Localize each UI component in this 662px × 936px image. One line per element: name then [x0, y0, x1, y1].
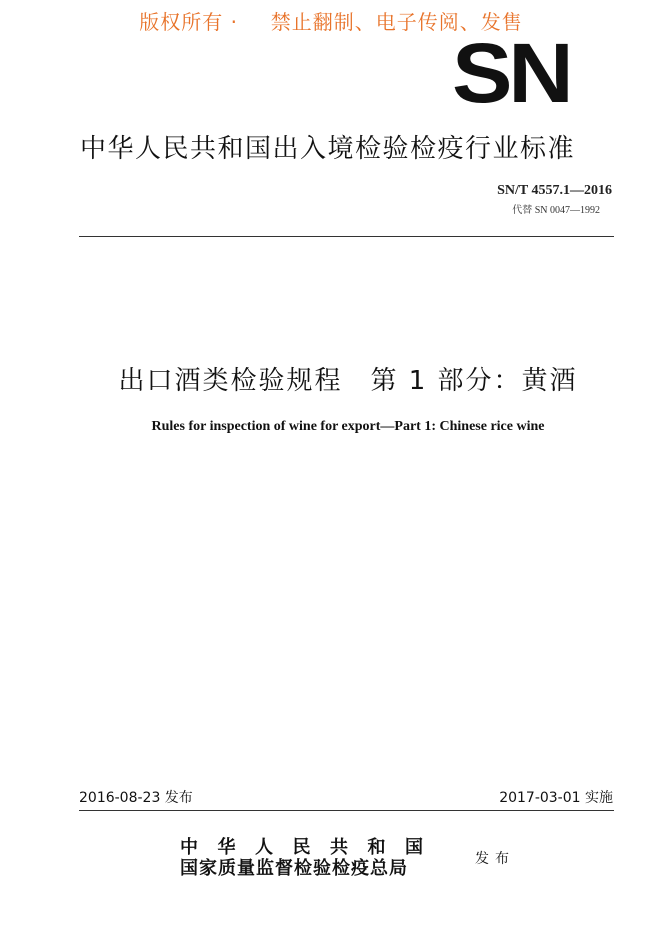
org-title: 中华人民共和国出入境检验检疫行业标准	[80, 134, 576, 164]
issue-date: 2016-08-23 发布	[79, 790, 193, 806]
replaces-note: 代替 SN 0047—1992	[512, 205, 600, 216]
issuer-line-2: 国家质量监督检验检疫总局	[180, 858, 408, 879]
footer-divider	[79, 810, 614, 811]
standard-number-text: SN/T 4557.1—2016	[497, 183, 612, 198]
document-title-en: Rules for inspection of wine for export—Part 1: Chinese rice wine	[151, 419, 545, 434]
document-title-zh: 出口酒类检验规程 第 1 部分：黄酒	[118, 366, 578, 396]
issue-label: 发布	[475, 851, 515, 867]
issuer-line-1: 中华人民共和国	[180, 837, 443, 858]
copyright-left: 版权所有 ·	[139, 10, 238, 34]
implement-date: 2017-03-01 实施	[499, 790, 613, 806]
sn-logo: SN	[452, 26, 570, 120]
standard-number	[497, 183, 612, 199]
copyright-right: 禁止翻制、电子传阅、发售	[270, 10, 523, 34]
header-divider	[79, 236, 614, 237]
issuing-authority	[180, 838, 470, 880]
